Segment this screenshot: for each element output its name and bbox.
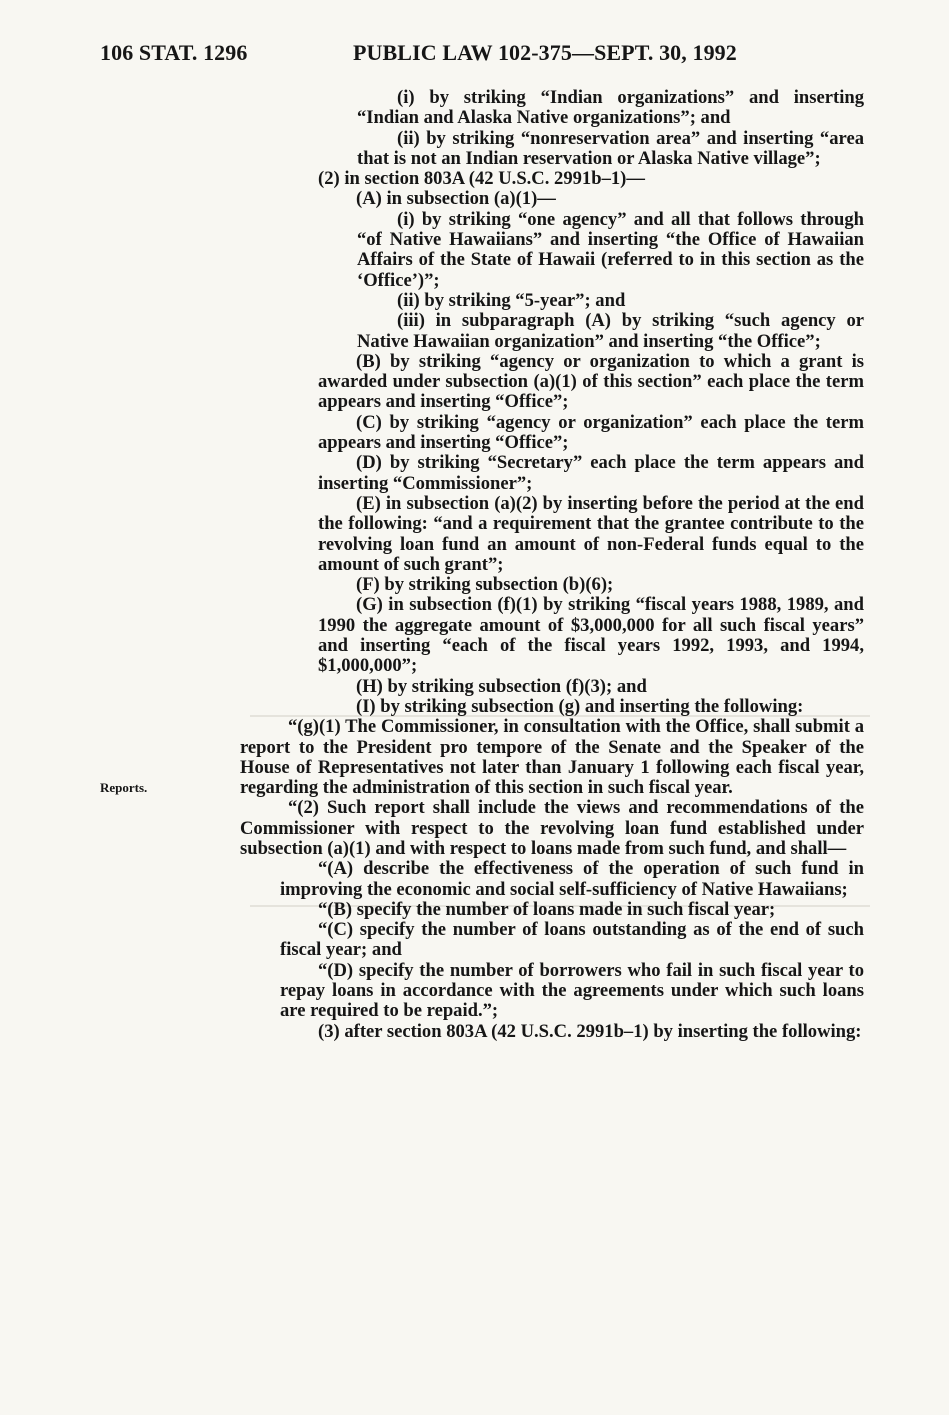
paragraph: (ii) by striking “5-year”; and: [397, 289, 626, 311]
law-title-date: PUBLIC LAW 102-375—SEPT. 30, 1992: [353, 40, 737, 65]
paragraph: (F) by striking subsection (b)(6);: [356, 574, 614, 596]
document-body: [240, 88, 864, 1042]
paragraph: “(g)(1) The Commissioner, in consultation with the Office, shall submit a report to the President pro tempore of the Senate and the Speaker of the House of Representatives not later than January 1 following each fiscal year, regarding the administration of this section in such fiscal year.: [240, 716, 864, 799]
paragraph: (C) by striking “agency or organization” each place the term appears and inserting “Office”;: [318, 411, 864, 454]
paragraph: (iii) in subparagraph (A) by striking “such agency or Native Hawaiian organization” and inserting “the Office”;: [357, 310, 864, 352]
paragraph: (I) by striking subsection (g) and inserting the following:: [356, 695, 804, 717]
paragraph: “(A) describe the effectiveness of the operation of such fund in improving the economic and social self-sufficiency of Native Hawaiians;: [280, 858, 864, 900]
paragraph: (A) in subsection (a)(1)—: [356, 188, 556, 210]
paragraph: (B) by striking “agency or organization to which a grant is awarded under subsection (a)(1) of this section” each place the term appears and inserting “Office”;: [318, 350, 864, 413]
paragraph: (G) in subsection (f)(1) by striking “fiscal years 1988, 1989, and 1990 the aggregate amount of $3,000,000 for all such fiscal years” and inserting “each of the fiscal years 1992, 1993, and 1994, $1,000,000”;: [318, 594, 864, 677]
paragraph: (i) by striking “Indian organizations” and inserting “Indian and Alaska Native organizations”; and: [357, 87, 864, 129]
paragraph: (D) by striking “Secretary” each place the term appears and inserting “Commissioner”;: [318, 452, 864, 494]
paragraph: (E) in subsection (a)(2) by inserting before the period at the end the following: “and a requirement that the grantee contribute to the revolving loan fund an amount of non-Federal funds equal to the amount of such grant”;: [318, 492, 864, 575]
paragraph: (ii) by striking “nonreservation area” and inserting “area that is not an Indian reservation or Alaska Native village”;: [357, 127, 864, 169]
paragraph: “(2) Such report shall include the views and recommendations of the Commissioner with respect to the revolving loan fund established under subsection (a)(1) and with respect to loans made from such fund, and shall—: [240, 797, 864, 859]
paragraph: (3) after section 803A (42 U.S.C. 2991b–1) by inserting the following:: [318, 1020, 862, 1042]
margin-note-reports: Reports.: [100, 780, 148, 795]
paragraph: (H) by striking subsection (f)(3); and: [356, 675, 647, 697]
page-header: [100, 40, 860, 76]
paragraph: “(D) specify the number of borrowers who fail in such fiscal year to repay loans in accordance with the agreements under which such loans are required to be repaid.”;: [280, 959, 864, 1022]
paragraph: (2) in section 803A (42 U.S.C. 2991b–1)—: [318, 168, 645, 190]
statute-page-number: 106 STAT. 1296: [100, 40, 248, 65]
paragraph: “(B) specify the number of loans made in such fiscal year;: [318, 898, 776, 920]
paragraph: “(C) specify the number of loans outstanding as of the end of such fiscal year; and: [280, 919, 864, 961]
paragraph: (i) by striking “one agency” and all that follows through “of Native Hawaiians” and inserting “the Office of Hawaiian Affairs of the State of Hawaii (referred to in this section as the ‘Office’)”;: [357, 208, 864, 291]
